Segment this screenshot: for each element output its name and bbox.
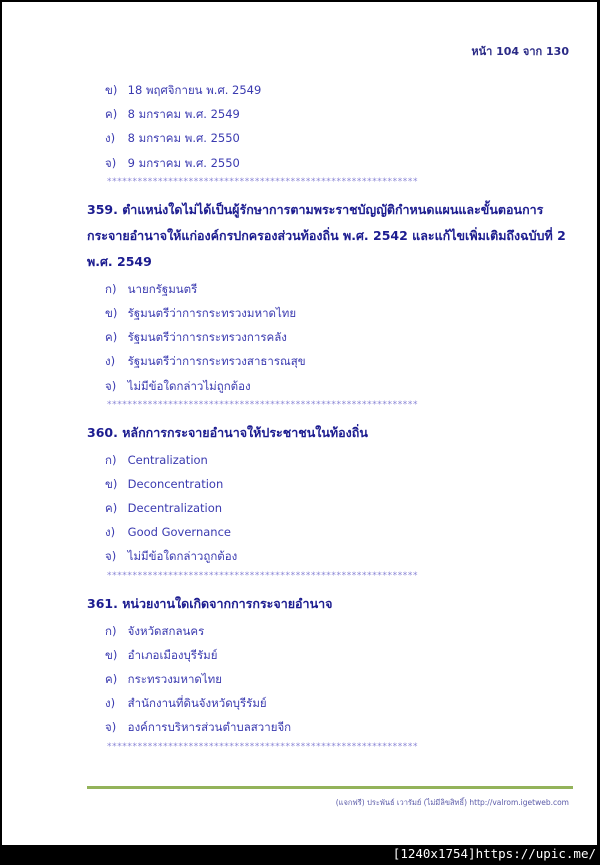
option-ngo [87, 349, 577, 373]
option-kho [87, 78, 577, 102]
option-kho [87, 301, 577, 325]
option-text: 9 มกราคม พ.ศ. 2550 [127, 155, 240, 170]
option-label: ก) [105, 281, 117, 296]
separator-stars: ************************************************************* [107, 176, 419, 187]
option-kho [87, 472, 577, 496]
question-361 [87, 589, 577, 740]
option-ko [87, 448, 577, 472]
option-label: จ) [105, 155, 117, 170]
option-ko [87, 277, 577, 301]
question-line: 361. หน่วยงานใดเกิดจากการกระจายอำนาจ [87, 595, 333, 611]
question-line: 360. หลักการกระจายอำนาจให้ประชาชนในท้องถิ่น [87, 424, 368, 440]
question-line: กระจายอำนาจให้แก่องค์กรปกครองส่วนท้องถิ่น พ.ศ. 2542 และแก้ไขเพิ่มเติมถึงฉบับที่ 2 [87, 227, 566, 243]
option-text: 18 พฤศจิกายน พ.ศ. 2549 [127, 83, 262, 97]
option-text: รัฐมนตรีว่าการกระทรวงมหาดไทย [127, 305, 297, 320]
option-label: ง) [105, 525, 116, 540]
separator-stars: ************************************************************* [107, 570, 419, 581]
option-text: กระทรวงมหาดไทย [127, 672, 222, 686]
option-label: ก) [105, 452, 117, 467]
option-text: จังหวัดสกลนคร [127, 623, 205, 638]
option-text: รัฐมนตรีว่าการกระทรวงสาธารณสุข [127, 354, 306, 369]
option-cho [87, 374, 577, 398]
option-label: ค) [105, 501, 118, 516]
image-host-watermark: [1240x1754]https://upic.me/ [392, 846, 596, 861]
question-360 [87, 418, 577, 569]
option-label: ข) [105, 83, 118, 97]
option-label: จ) [105, 378, 117, 393]
option-label: ก) [105, 623, 117, 638]
option-label: ข) [105, 305, 118, 320]
option-kho [87, 643, 577, 667]
option-label: จ) [105, 549, 117, 564]
separator-stars: ************************************************************* [107, 399, 419, 410]
document-page [2, 2, 597, 845]
option-text: 8 มกราคม พ.ศ. 2549 [127, 107, 240, 122]
option-text: องค์การบริหารส่วนตำบลสวายจีก [127, 720, 292, 735]
option-ngo [87, 126, 577, 150]
option-label: ง) [105, 696, 116, 711]
option-label: ข) [105, 647, 118, 662]
question-line: 359. ตำแหน่งใดไม่ได้เป็นผู้รักษาการตามพระราชบัญญัติกำหนดแผนและขั้นตอนการ [87, 201, 544, 217]
footer-rule [87, 786, 573, 789]
option-label: ง) [105, 131, 116, 146]
option-kho-kwai [87, 325, 577, 349]
question-heading [87, 589, 577, 617]
option-cho [87, 715, 577, 739]
option-text: 8 มกราคม พ.ศ. 2550 [127, 131, 240, 146]
page-content [87, 78, 577, 760]
option-text: Centralization [127, 452, 208, 467]
page-number: หน้า 104 จาก 130 [471, 45, 569, 58]
question-line: พ.ศ. 2549 [87, 253, 152, 269]
option-cho [87, 544, 577, 568]
option-ngo [87, 691, 577, 715]
previous-question-options [87, 78, 577, 175]
separator-stars: ************************************************************* [107, 741, 419, 752]
option-label: ค) [105, 672, 118, 686]
option-kho-kwai [87, 667, 577, 691]
footer-credit: (แจกฟรี) ประพันธ์ เวารัมย์ (ไม่มีลิขสิทธิ์) http://valrom.igetweb.com [335, 798, 569, 807]
option-label: ค) [105, 107, 118, 122]
option-cho [87, 151, 577, 175]
option-text: รัฐมนตรีว่าการกระทรวงการคลัง [127, 330, 287, 345]
option-kho-kwai [87, 102, 577, 126]
question-359 [87, 195, 577, 398]
option-text: Decentralization [127, 501, 223, 516]
option-label: ง) [105, 354, 116, 369]
option-ko [87, 619, 577, 643]
option-ngo [87, 520, 577, 544]
option-text: ไม่มีข้อใดกล่าวถูกต้อง [127, 549, 238, 564]
option-kho-kwai [87, 496, 577, 520]
option-text: Deconcentration [127, 476, 224, 491]
option-text: นายกรัฐมนตรี [127, 281, 198, 296]
option-label: ค) [105, 330, 118, 345]
question-heading [87, 195, 577, 275]
option-text: Good Governance [127, 525, 231, 540]
option-text: อำเภอเมืองบุรีรัมย์ [127, 647, 218, 662]
option-label: จ) [105, 720, 117, 735]
option-text: สำนักงานที่ดินจังหวัดบุรีรัมย์ [127, 696, 267, 711]
question-heading [87, 418, 577, 446]
option-text: ไม่มีข้อใดกล่าวไม่ถูกต้อง [127, 378, 251, 393]
option-label: ข) [105, 476, 118, 491]
